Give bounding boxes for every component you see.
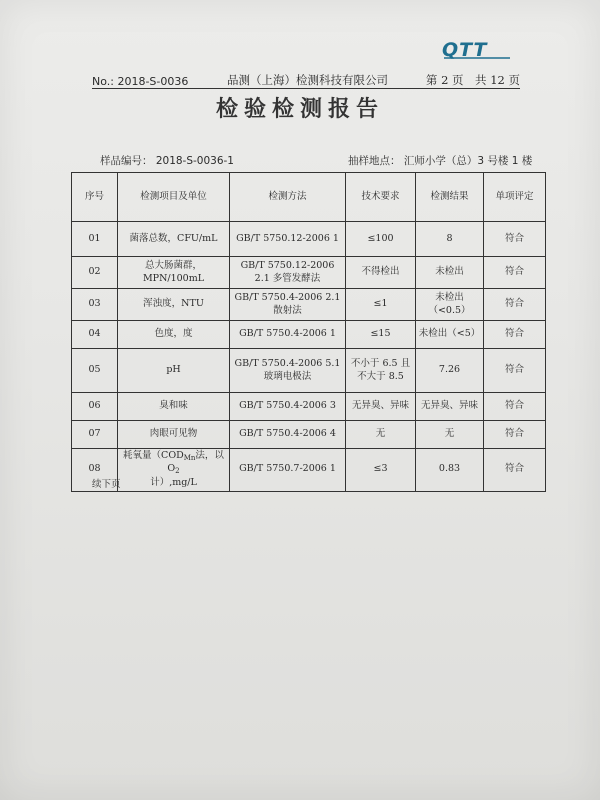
cell-method: GB/T 5750.4-2006 5.1 玻璃电极法: [230, 349, 346, 393]
table-row: [72, 393, 546, 421]
cell-method: GB/T 5750.4-2006 4: [230, 421, 346, 449]
cell-result: 无异臭、异味: [416, 393, 484, 421]
cell-requirement: ≤3: [346, 449, 416, 492]
table-row: [72, 349, 546, 393]
table-row: [72, 321, 546, 349]
report-title: 检验检测报告: [215, 96, 384, 122]
cell-item: pH: [118, 349, 230, 393]
cell-no: 08: [72, 449, 118, 492]
cell-result: 未检出（<0.5）: [416, 289, 484, 321]
table-header-row: [72, 173, 546, 222]
cell-no: 04: [72, 321, 118, 349]
item-text: 计）,mg/L: [150, 476, 197, 488]
cell-no: 07: [72, 421, 118, 449]
page-indicator: 第 2 页 共 12 页: [425, 73, 520, 87]
cell-result: 未检出: [416, 257, 484, 289]
cell-no: 03: [72, 289, 118, 321]
cell-evaluation: 符合: [484, 222, 546, 257]
cell-item: [118, 449, 230, 492]
results-table: [71, 172, 546, 492]
cell-requirement: 不小于 6.5 且不大于 8.5: [346, 349, 416, 393]
cell-item: 臭和味: [118, 393, 230, 421]
cell-method: GB/T 5750.12-2006 2.1 多管发酵法: [230, 257, 346, 289]
cell-requirement: 无异臭、异味: [346, 393, 416, 421]
cell-evaluation: 符合: [484, 421, 546, 449]
cell-result: 0.83: [416, 449, 484, 492]
cell-requirement: ≤1: [346, 289, 416, 321]
report-number: No.: 2018-S-0036: [92, 75, 189, 88]
table-row: [72, 421, 546, 449]
cell-no: 02: [72, 257, 118, 289]
cell-evaluation: 符合: [484, 257, 546, 289]
cell-requirement: ≤15: [346, 321, 416, 349]
cell-requirement: 无: [346, 421, 416, 449]
continued-note: 续下页: [92, 479, 121, 490]
qtt-logo: [440, 38, 512, 60]
cell-requirement: ≤100: [346, 222, 416, 257]
cell-method: GB/T 5750.4-2006 1: [230, 321, 346, 349]
sample-number: 样品编号： 2018-S-0036-1: [100, 155, 234, 167]
cell-result: 8: [416, 222, 484, 257]
cell-no: 06: [72, 393, 118, 421]
cell-no: 01: [72, 222, 118, 257]
cell-evaluation: 符合: [484, 349, 546, 393]
cell-evaluation: 符合: [484, 289, 546, 321]
cell-evaluation: 符合: [484, 393, 546, 421]
column-header: 技术要求: [346, 173, 416, 222]
column-header: 检测项目及单位: [118, 173, 230, 222]
cell-method: GB/T 5750.7-2006 1: [230, 449, 346, 492]
sampling-location: 抽样地点： 汇师小学（总）3 号楼 1 楼: [348, 155, 533, 167]
cell-no: 05: [72, 349, 118, 393]
column-header: 单项评定: [484, 173, 546, 222]
cell-item: 色度，度: [118, 321, 230, 349]
cell-item: 菌落总数，CFU/mL: [118, 222, 230, 257]
cell-requirement: 不得检出: [346, 257, 416, 289]
table-row: [72, 257, 546, 289]
cell-evaluation: 符合: [484, 449, 546, 492]
subscript-2: 2: [175, 467, 180, 476]
cell-result: 7.26: [416, 349, 484, 393]
header-divider: [92, 88, 520, 89]
cell-evaluation: 符合: [484, 321, 546, 349]
column-header: 序号: [72, 173, 118, 222]
cell-method: GB/T 5750.4-2006 3: [230, 393, 346, 421]
page-header: [92, 66, 520, 88]
item-text: 法，以 O: [167, 450, 224, 475]
cell-item: 肉眼可见物: [118, 421, 230, 449]
cell-result: 无: [416, 421, 484, 449]
cell-item: 总大肠菌群，MPN/100mL: [118, 257, 230, 289]
cell-method: GB/T 5750.12-2006 1: [230, 222, 346, 257]
cell-method: GB/T 5750.4-2006 2.1 散射法: [230, 289, 346, 321]
table-row: [72, 222, 546, 257]
table-row: [72, 289, 546, 321]
item-text: 耗氧量（COD: [123, 450, 184, 461]
column-header: 检测结果: [416, 173, 484, 222]
cell-result: 未检出（<5）: [416, 321, 484, 349]
column-header: 检测方法: [230, 173, 346, 222]
svg-text:QTT: QTT: [442, 39, 488, 60]
company-name: 品测（上海）检测科技有限公司: [227, 73, 388, 87]
subscript-mn: Mn: [183, 454, 196, 462]
cell-item: 浑浊度，NTU: [118, 289, 230, 321]
table-row: [72, 449, 546, 492]
